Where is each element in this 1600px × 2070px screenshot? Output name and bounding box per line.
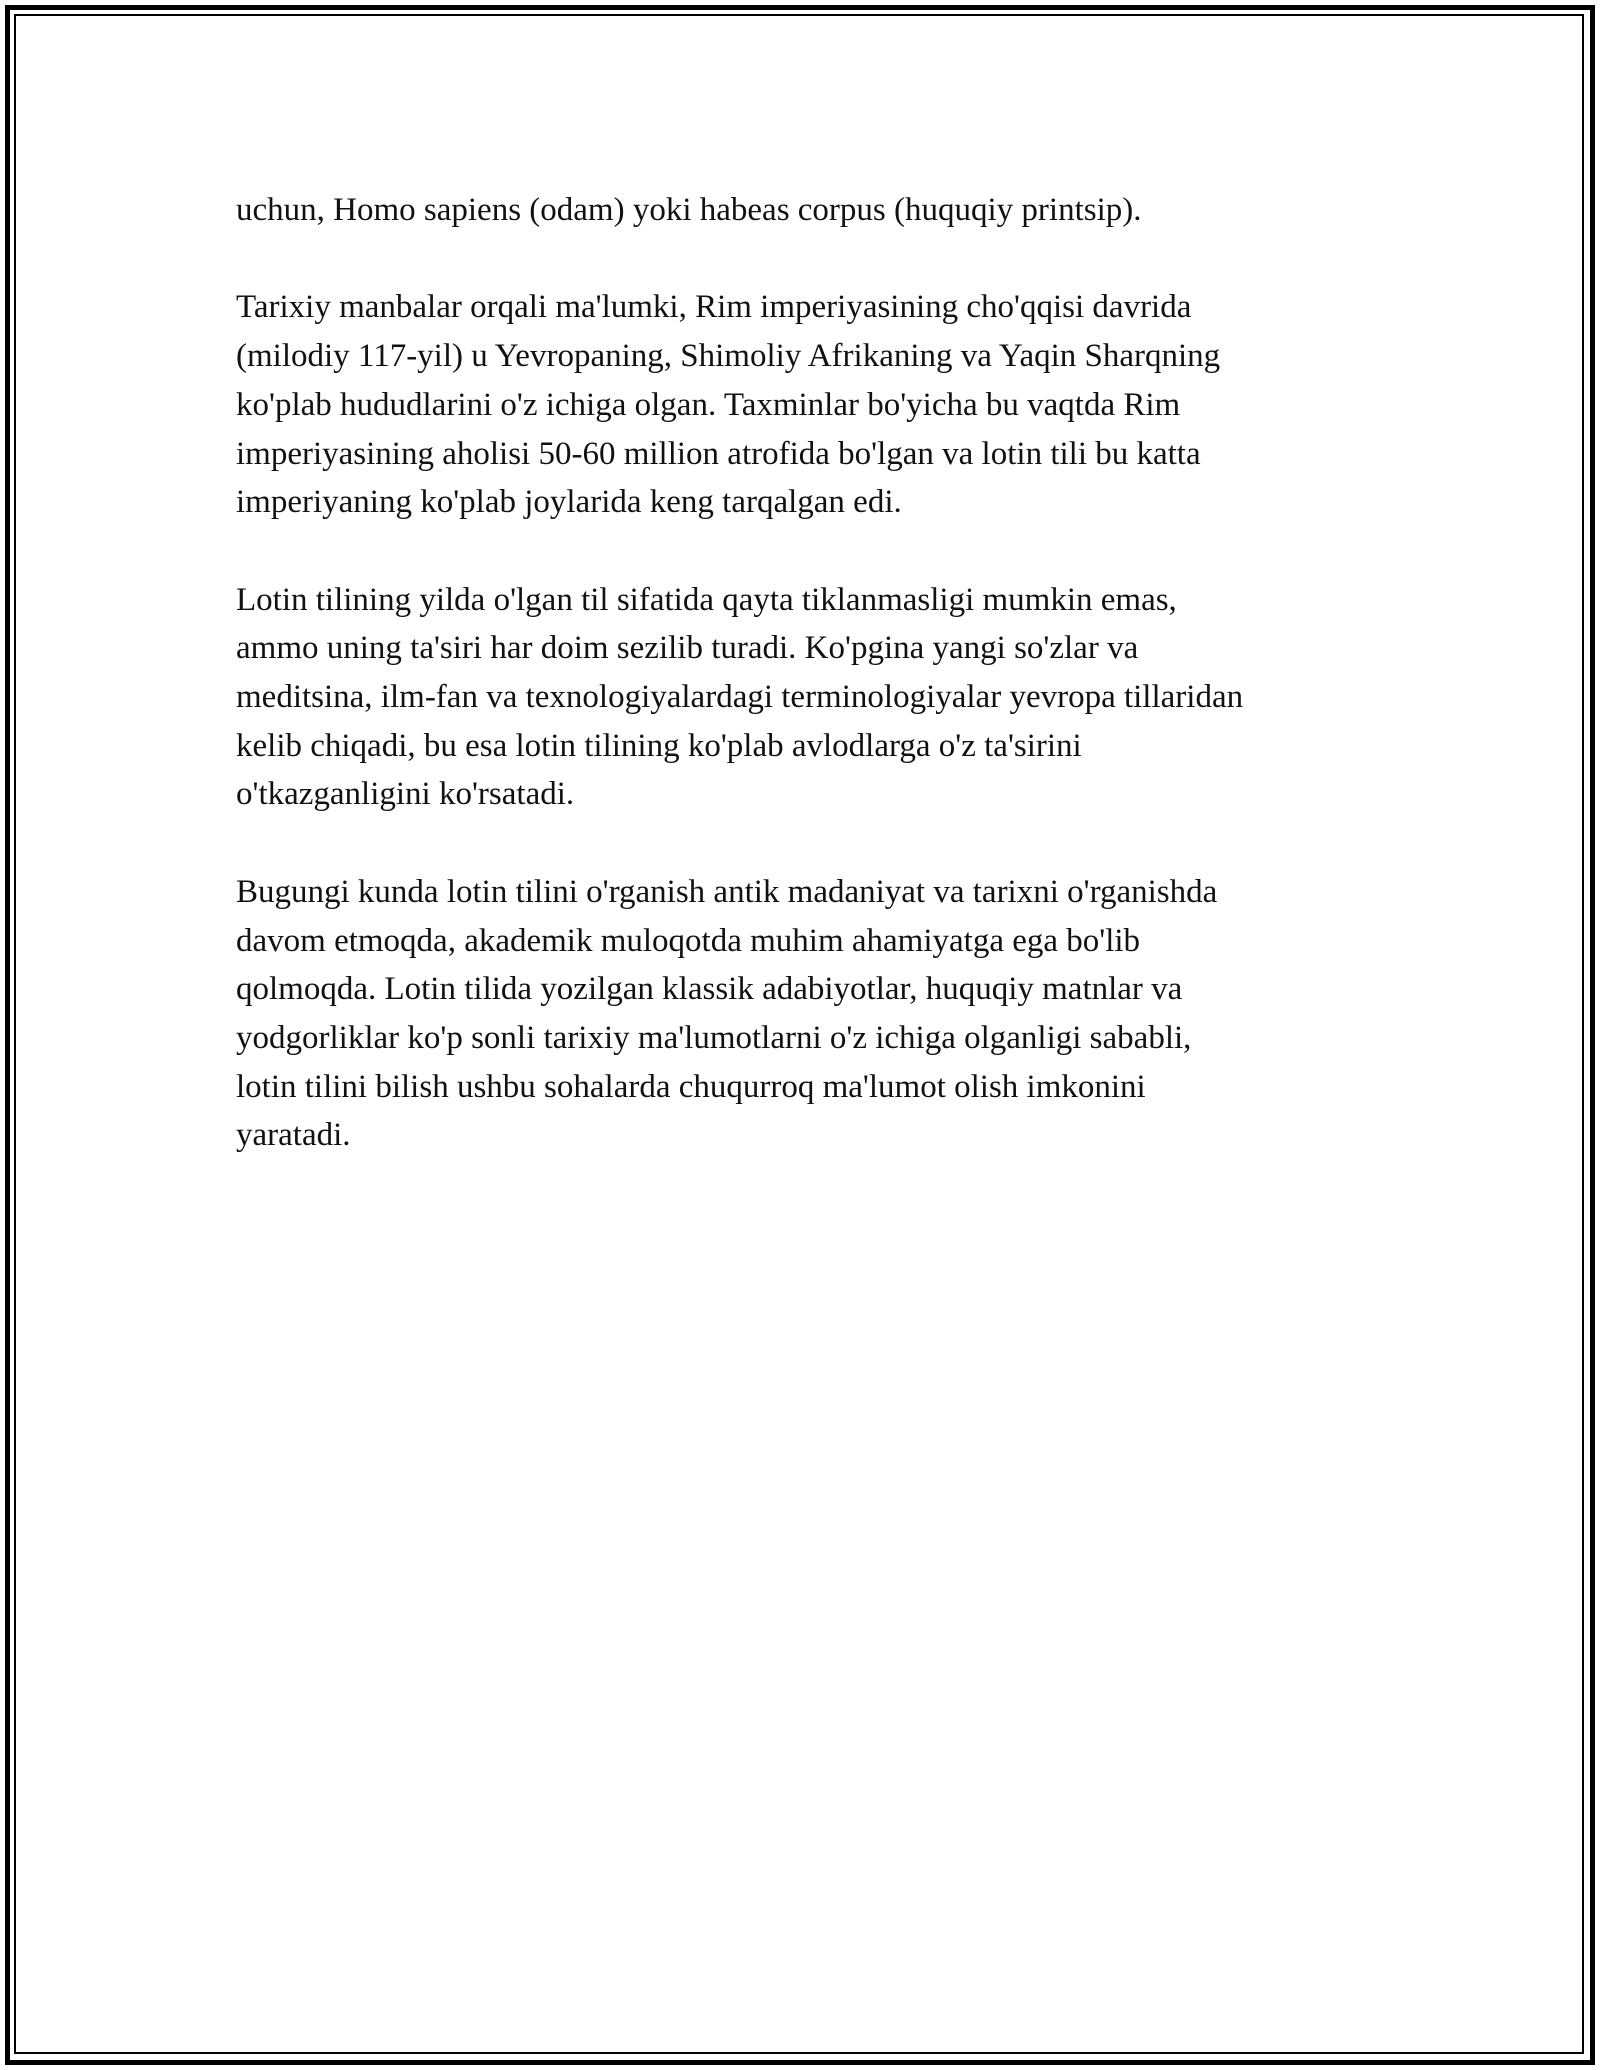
text-line: Lotin tilining yilda o'lgan til sifatida qayta tiklanmasligi mumkin emas,	[236, 581, 1177, 618]
paragraph-3	[236, 576, 1396, 820]
document-body	[236, 186, 1396, 1209]
paragraph-4	[236, 868, 1396, 1160]
text-line: kelib chiqadi, bu esa lotin tilining ko'plab avlodlarga o'z ta'sirini	[236, 727, 1082, 764]
text-line: ammo uning ta'siri har doim sezilib turadi. Ko'pgina yangi so'zlar va	[236, 630, 1139, 667]
text-line: meditsina, ilm-fan va texnologiyalardagi terminologiyalar yevropa tillaridan	[236, 679, 1244, 715]
paragraph-1	[236, 186, 1396, 235]
text-line: qolmoqda. Lotin tilida yozilgan klassik adabiyotlar, huquqiy matnlar va	[236, 971, 1183, 1008]
text-line: yaratadi.	[236, 1117, 351, 1154]
text-line: lotin tilini bilish ushbu sohalarda chuqurroq ma'lumot olish imkonini	[236, 1068, 1146, 1105]
text-line: uchun, Homo sapiens (odam) yoki habeas corpus (huquqiy printsip).	[236, 192, 1142, 228]
paragraph-2	[236, 283, 1396, 527]
text-line: (milodiy 117-yil) u Yevropaning, Shimoliy Afrikaning va Yaqin Sharqning	[236, 338, 1221, 375]
text-line: davom etmoqda, akademik muloqotda muhim ahamiyatga ega bo'lib	[236, 922, 1141, 959]
text-line: Bugungi kunda lotin tilini o'rganish antik madaniyat va tarixni o'rganishda	[236, 873, 1218, 910]
text-line: ko'plab hududlarini o'z ichiga olgan. Taxminlar bo'yicha bu vaqtda Rim	[236, 386, 1181, 423]
text-line: imperiyasining aholisi 50-60 million atrofida bo'lgan va lotin tili bu katta	[236, 435, 1201, 472]
text-line: Tarixiy manbalar orqali ma'lumki, Rim imperiyasining cho'qqisi davrida	[236, 289, 1192, 326]
text-line: o'tkazganligini ko'rsatadi.	[236, 776, 575, 813]
text-line: imperiyaning ko'plab joylarida keng tarqalgan edi.	[236, 484, 902, 521]
text-line: yodgorliklar ko'p sonli tarixiy ma'lumotlarni o'z ichiga olganligi sababli,	[236, 1019, 1192, 1056]
